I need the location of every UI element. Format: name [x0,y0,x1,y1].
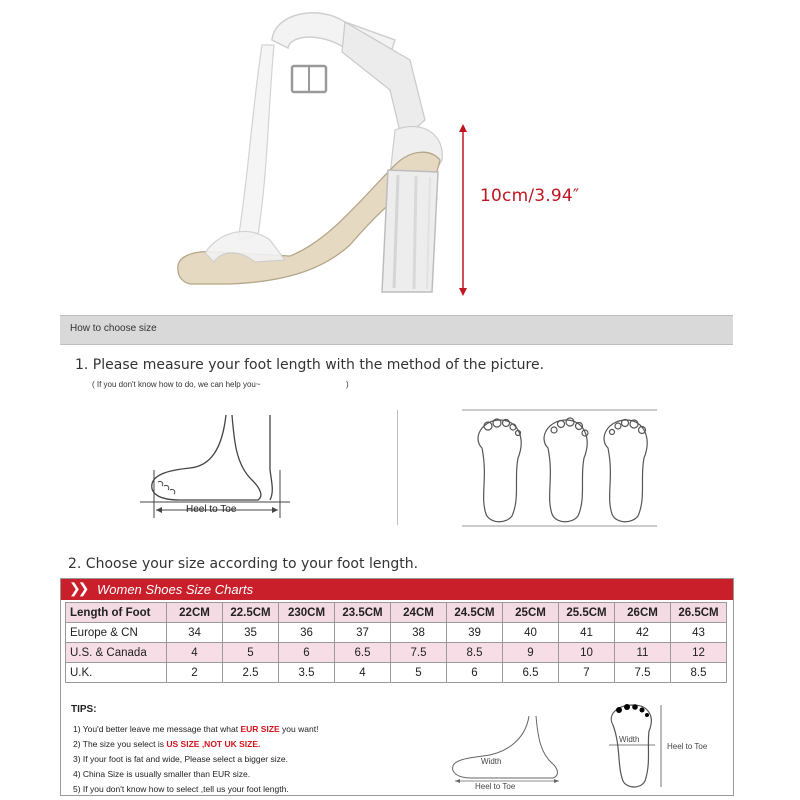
size-table [65,602,727,683]
table-cell: 39 [447,623,503,643]
table-cell: 34 [167,623,223,643]
width-label: Width [481,757,502,766]
table-cell: 22.5CM [223,603,279,623]
size-chart [60,578,734,796]
tip-5: 5) If you don't know how to select ,tell us your foot length. [73,784,289,794]
table-cell: 12 [671,643,727,663]
row-label: Length of Foot [66,603,167,623]
table-cell: 23.5CM [335,603,391,623]
product-image-area [0,0,800,315]
table-cell: 2 [167,663,223,683]
heel-to-toe-label: Heel to Toe [186,504,237,515]
tip-text: 1) You'd better leave me message that what [73,724,241,734]
table-row [66,643,727,663]
size-chart-title: Women Shoes Size Charts [97,582,254,597]
vertical-divider [397,410,398,525]
tip-1 [73,724,318,734]
double-chevron-icon: ❯❯ [69,580,87,596]
tip-4: 4) China Size is usually smaller than EUR size. [73,769,251,779]
table-row [66,603,727,623]
table-cell: 36 [279,623,335,643]
row-label: U.K. [66,663,167,683]
width-label-right: Width [619,735,640,744]
table-cell: 22CM [167,603,223,623]
tip-text: you want! [279,724,319,734]
table-cell: 6 [447,663,503,683]
table-row [66,623,727,643]
step1-note: ( If you don't know how to do, we can help you~ [92,380,261,389]
row-label: Europe & CN [66,623,167,643]
row-label: U.S. & Canada [66,643,167,663]
section-title: How to choose size [70,323,157,334]
table-cell: 25CM [503,603,559,623]
table-cell: 24CM [391,603,447,623]
table-cell: 7 [559,663,615,683]
table-row [66,663,727,683]
table-cell: 4 [167,643,223,663]
table-cell: 7.5 [615,663,671,683]
table-cell: 35 [223,623,279,643]
how-to-choose-size-bar [60,315,733,345]
step2-instruction: 2. Choose your size according to your foot length. [68,556,419,572]
table-cell: 42 [615,623,671,643]
table-cell: 5 [223,643,279,663]
step1-note-close: ) [346,380,349,389]
table-cell: 5 [391,663,447,683]
table-cell: 6.5 [335,643,391,663]
heel-height-label: 10cm/3.94″ [480,186,580,206]
table-cell: 26CM [615,603,671,623]
table-cell: 7.5 [391,643,447,663]
foot-outlines-icon [462,408,662,528]
table-cell: 10 [559,643,615,663]
heel-to-toe-label-small: Heel to Toe [475,782,516,791]
table-cell: 8.5 [447,643,503,663]
table-cell: 3.5 [279,663,335,683]
table-cell: 6 [279,643,335,663]
table-cell: 26.5CM [671,603,727,623]
table-cell: 11 [615,643,671,663]
foot-top-small-icon [601,701,671,793]
table-cell: 43 [671,623,727,643]
table-cell: 4 [335,663,391,683]
size-chart-header [61,579,733,600]
table-cell: 6.5 [503,663,559,683]
table-cell: 2.5 [223,663,279,683]
table-cell: 8.5 [671,663,727,683]
heel-to-toe-label-right: Heel to Toe [667,742,708,751]
table-cell: 230CM [279,603,335,623]
table-cell: 37 [335,623,391,643]
table-cell: 40 [503,623,559,643]
tip-text: 2) The size you select is [73,739,167,749]
table-cell: 24.5CM [447,603,503,623]
tip-highlight: US SIZE ,NOT UK SIZE. [166,739,261,749]
table-cell: 38 [391,623,447,643]
table-cell: 25.5CM [559,603,615,623]
step1-instruction: 1. Please measure your foot length with the method of the picture. [75,357,545,373]
table-cell: 41 [559,623,615,643]
tips-title: TIPS: [71,704,97,715]
tip-3: 3) If your foot is fat and wide, Please select a bigger size. [73,754,288,764]
tip-2 [73,739,260,749]
tip-highlight: EUR SIZE [240,724,280,734]
sandal-illustration [0,0,800,315]
table-cell: 9 [503,643,559,663]
